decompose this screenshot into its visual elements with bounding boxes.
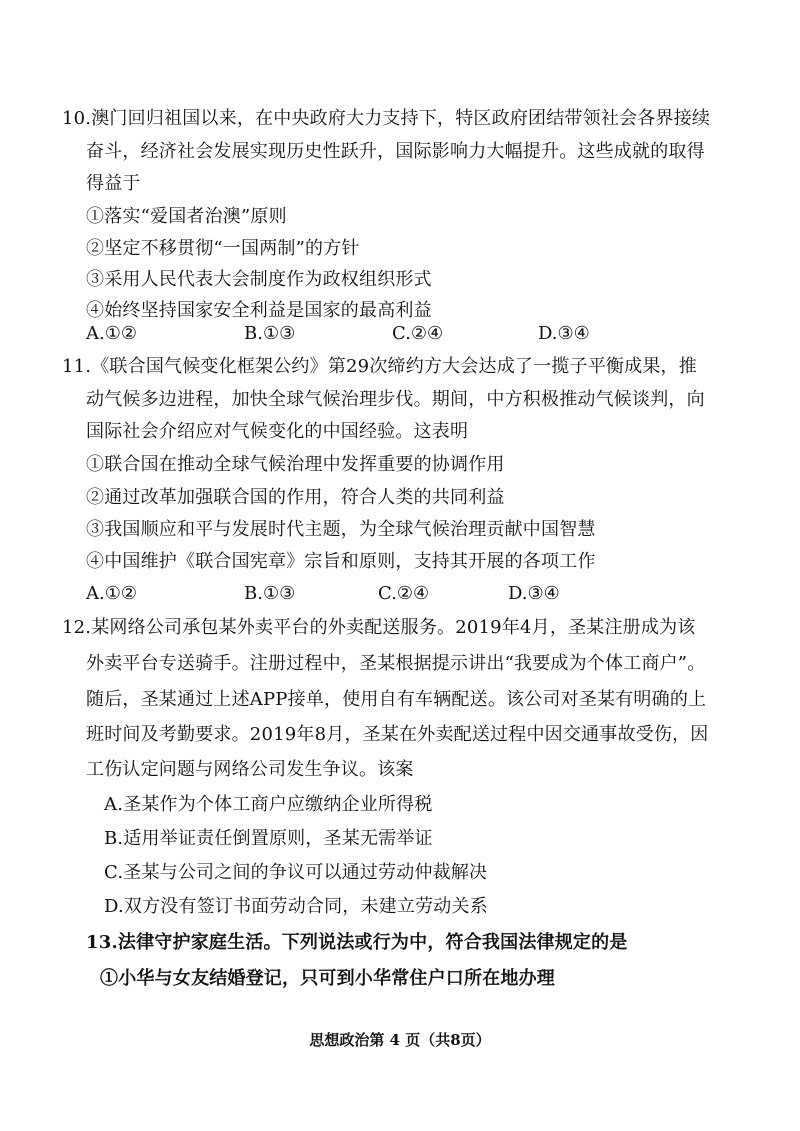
q11-option-c: C.②④ <box>378 583 430 604</box>
q11-stem-line-3: 国际社会介绍应对气候变化的中国经验。这表明 <box>86 421 469 442</box>
q12-stem-line-5: 工伤认定问题与网络公司发生争议。该案 <box>86 759 414 780</box>
q10-item-2: ②坚定不移贯彻“一国两制”的方针 <box>86 238 360 259</box>
q13-stem: 13.法律守护家庭生活。下列说法或行为中，符合我国法律规定的是 <box>86 932 628 953</box>
q11-options <box>86 582 686 606</box>
q10-stem-line-2: 奋斗，经济社会发展实现历史性跃升，国际影响力大幅提升。这些成就的取得 <box>86 141 705 162</box>
q12-stem-line-4: 班时间及考勤要求。2019年8月，圣某在外卖配送过程中因交通事故受伤，因 <box>86 724 709 745</box>
q10-item-3: ③采用人民代表大会制度作为政权组织形式 <box>86 269 432 290</box>
q11-stem-line-2: 动气候多边进程，加快全球气候治理步伐。期间，中方积极推动气候谈判，向 <box>86 389 705 410</box>
q10-option-c: C.②④ <box>392 323 444 344</box>
q10-options <box>86 322 686 346</box>
q10-stem-line-3: 得益于 <box>86 173 141 194</box>
q11-option-a: A.①② <box>86 583 137 604</box>
q11-option-d: D.③④ <box>508 583 560 604</box>
q11-item-2: ②通过改革加强联合国的作用，符合人类的共同利益 <box>86 487 505 508</box>
q10-option-a: A.①② <box>86 323 137 344</box>
q12-option-d: D.双方没有签订书面劳动合同，未建立劳动关系 <box>104 896 488 917</box>
q12-option-b: B.适用举证责任倒置原则，圣某无需举证 <box>104 828 433 849</box>
q10-item-4: ④始终坚持国家安全利益是国家的最高利益 <box>86 300 432 321</box>
q10-option-d: D.③④ <box>538 323 590 344</box>
q10-item-1: ①落实“爱国者治澳”原则 <box>86 206 287 227</box>
q11-item-1: ①联合国在推动全球气候治理中发挥重要的协调作用 <box>86 454 505 475</box>
q12-stem-line-2: 外卖平台专送骑手。注册过程中，圣某根据提示讲出“我要成为个体工商户”。 <box>86 653 706 674</box>
q11-option-b: B.①③ <box>244 583 296 604</box>
q13-item-1: ①小华与女友结婚登记，只可到小华常住户口所在地办理 <box>100 968 555 989</box>
q12-stem-line-1: 12.某网络公司承包某外卖平台的外卖配送服务。2019年4月，圣某注册成为该 <box>62 617 696 638</box>
q11-item-4: ④中国维护《联合国宪章》宗旨和原则，支持其开展的各项工作 <box>86 551 596 572</box>
q12-option-a: A.圣某作为个体工商户应缴纳企业所得税 <box>104 794 433 815</box>
page-footer: 思想政治第 4 页（共8页） <box>309 1031 491 1049</box>
q11-item-3: ③我国顺应和平与发展时代主题，为全球气候治理贡献中国智慧 <box>86 519 596 540</box>
q10-option-b: B.①③ <box>244 323 296 344</box>
q12-stem-line-3: 随后，圣某通过上述APP接单，使用自有车辆配送。该公司对圣某有明确的上 <box>86 689 707 710</box>
q10-stem-line-1: 10.澳门回归祖国以来，在中央政府大力支持下，特区政府团结带领社会各界接续 <box>62 108 711 129</box>
q11-stem-line-1: 11.《联合国气候变化框架公约》第29次缔约方大会达成了一揽子平衡成果，推 <box>62 356 697 377</box>
q12-option-c: C.圣某与公司之间的争议可以通过劳动仲裁解决 <box>104 862 488 883</box>
